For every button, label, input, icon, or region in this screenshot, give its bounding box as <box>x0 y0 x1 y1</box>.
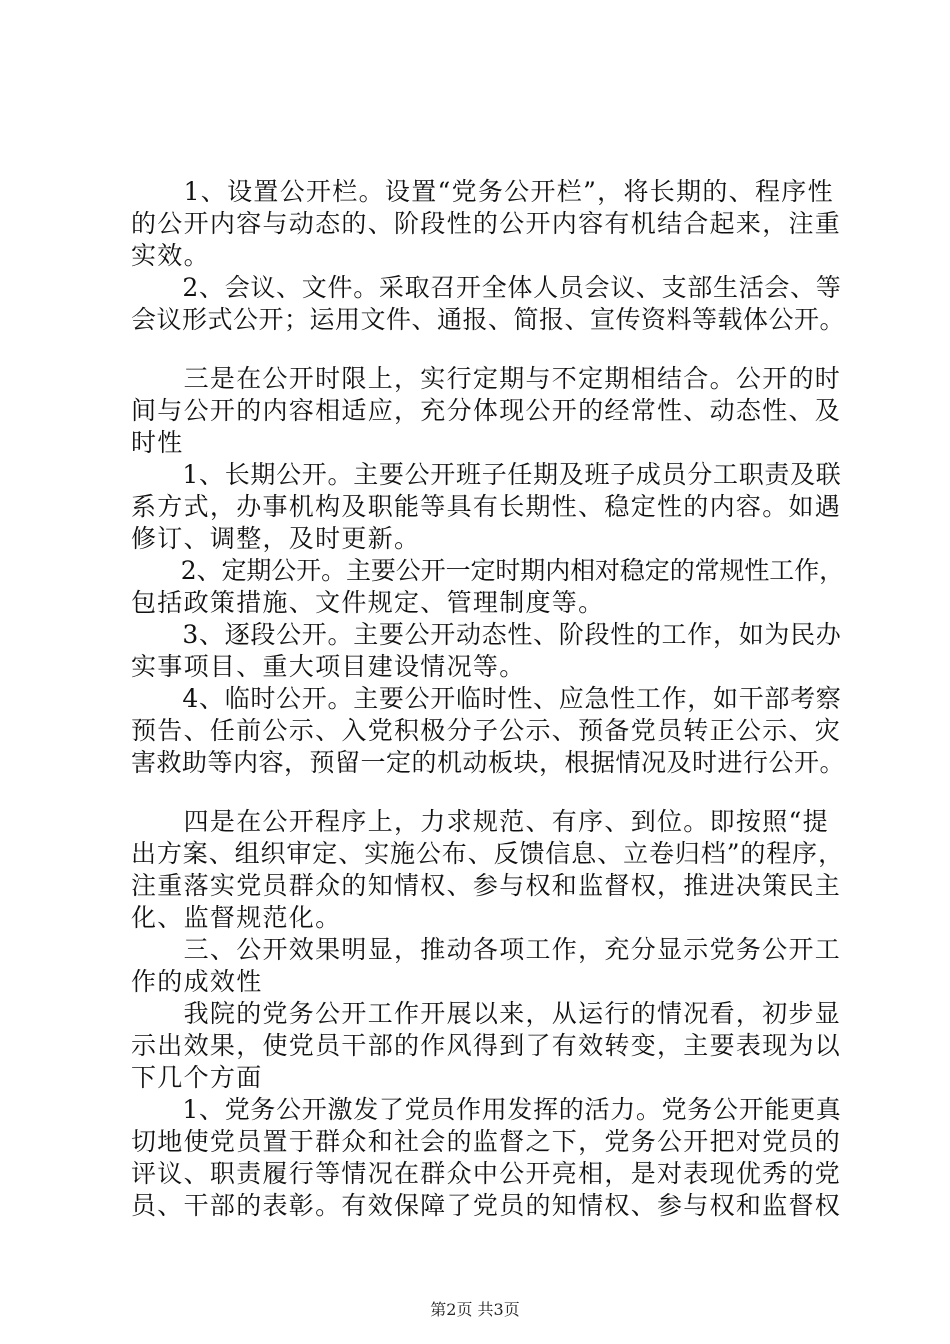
text-line: 系方式，办事机构及职能等具有长期性、稳定性的内容。如遇 <box>131 492 842 521</box>
text-line: 修订、调整，及时更新。 <box>131 524 421 553</box>
text-line: 实效。 <box>131 241 210 270</box>
text-line: 预告、任前公示、入党积极分子公示、预备党员转正公示、灾 <box>131 716 842 745</box>
text-line: 四是在公开程序上，力求规范、有序、到位。即按照“提 <box>131 807 829 836</box>
text-line: 示出效果，使党员干部的作风得到了有效转变，主要表现为以 <box>131 1031 842 1060</box>
text-line: 时性 <box>131 428 184 457</box>
text-line: 3、逐段公开。主要公开动态性、阶段性的工作，如为民办 <box>131 620 842 649</box>
text-line: 2、会议、文件。采取召开全体人员会议、支部生活会、等 <box>131 273 842 302</box>
text-line: 1、设置公开栏。设置“党务公开栏”，将长期的、程序性 <box>131 177 834 206</box>
text-line: 4、临时公开。主要公开临时性、应急性工作，如干部考察 <box>131 684 842 713</box>
text-line: 害救助等内容，预留一定的机动板块，根据情况及时进行公开。 <box>131 748 846 777</box>
text-line: 出方案、组织审定、实施公布、反馈信息、立卷归档”的程序， <box>131 839 844 868</box>
text-line: 我院的党务公开工作开展以来，从运行的情况看，初步显 <box>131 999 842 1028</box>
text-line: 三、公开效果明显，推动各项工作，充分显示党务公开工 <box>131 935 842 964</box>
text-line: 1、长期公开。主要公开班子任期及班子成员分工职责及联 <box>131 460 842 489</box>
text-line: 2、定期公开。主要公开一定时期内相对稳定的常规性工作， <box>131 556 845 585</box>
text-line: 会议形式公开；运用文件、通报、简报、宣传资料等载体公开。 <box>131 305 846 334</box>
page-number-footer: 第2页 共3页 <box>430 1300 520 1319</box>
text-line: 间与公开的内容相适应，充分体现公开的经常性、动态性、及 <box>131 396 842 425</box>
text-line: 化、监督规范化。 <box>131 903 342 932</box>
text-line: 的公开内容与动态的、阶段性的公开内容有机结合起来，注重 <box>131 209 842 238</box>
text-line: 三是在公开时限上，实行定期与不定期相结合。公开的时 <box>131 364 842 393</box>
text-line: 实事项目、重大项目建设情况等。 <box>131 652 526 681</box>
text-line: 包括政策措施、文件规定、管理制度等。 <box>131 588 605 617</box>
text-line: 切地使党员置于群众和社会的监督之下，党务公开把对党员的 <box>131 1127 842 1156</box>
text-line: 评议、职责履行等情况在群众中公开亮相，是对表现优秀的党 <box>131 1159 842 1188</box>
text-line: 下几个方面 <box>131 1063 263 1092</box>
text-line: 注重落实党员群众的知情权、参与权和监督权，推进决策民主 <box>131 871 842 900</box>
text-line: 作的成效性 <box>131 967 263 996</box>
text-line: 员、干部的表彰。有效保障了党员的知情权、参与权和监督权 <box>131 1191 842 1220</box>
text-line: 1、党务公开激发了党员作用发挥的活力。党务公开能更真 <box>131 1095 842 1124</box>
